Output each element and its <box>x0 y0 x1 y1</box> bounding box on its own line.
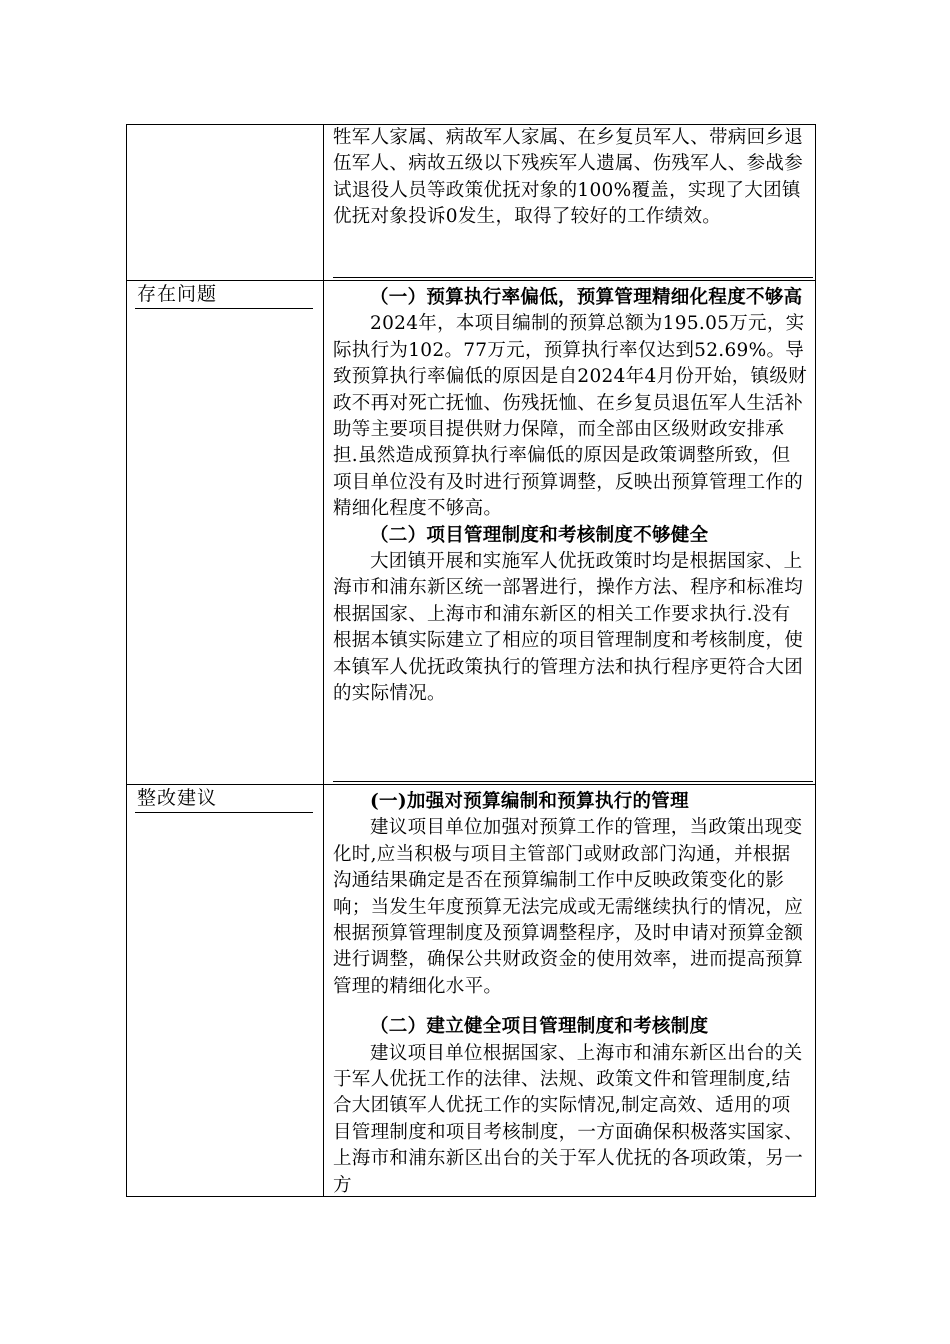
section-heading: （二）项目管理制度和考核制度不够健全 <box>370 524 709 546</box>
row-label-problems: 存在问题 <box>137 283 218 305</box>
row-2-content <box>333 285 807 708</box>
underline <box>135 308 313 309</box>
evaluation-table <box>126 124 816 1197</box>
paragraph: 建议项目单位根据国家、上海市和浦东新区出台的关于军人优抚工作的法律、法规、政策文件和管理制度,结合大团镇军人优抚工作的实际情况,制定高效、适用的项目管理制度和项目考核制度，一方面确保积极落实国家、上海市和浦东新区出台的关于军人优抚的各项政策，另一方 <box>333 1042 804 1196</box>
paragraph: 2024年，本项目编制的预算总额为195.05万元，实际执行为102。77万元，预算执行率仅达到52.69%。导致预算执行率偏低的原因是自2024年4月份开始，镇级财政不再对死亡抚恤、伤残抚恤、在乡复员退伍军人生活补助等主要项目提供财力保障，而全部由区级财政安排承担.虽然造成预算执行率偏低的原因是政策调整所致，但项目单位没有及时进行预算调整，反映出预算管理工作的精细化程度不够高。 <box>333 313 807 520</box>
row-1-content <box>333 125 807 231</box>
paragraph: 大团镇开展和实施军人优抚政策时均是根据国家、上海市和浦东新区统一部署进行，操作方法、程序和标准均根据国家、上海市和浦东新区的相关工作要求执行.没有根据本镇实际建立了相应的项目管理制度和考核制度，使本镇军人优抚政策执行的管理方法和执行程序更符合大团的实际情况。 <box>333 551 804 705</box>
underline <box>333 277 813 278</box>
row-divider <box>127 280 815 281</box>
section-heading: (一)加强对预算编制和预算执行的管理 <box>370 791 689 812</box>
underline <box>333 781 813 782</box>
section-heading: （一）预算执行率偏低，预算管理精细化程度不够高 <box>370 287 803 308</box>
paragraph: 建议项目单位加强对预算工作的管理，当政策出现变化时,应当积极与项目主管部门或财政部门沟通，并根据沟通结果确定是否在预算编制工作中反映政策变化的影响；当发生年度预算无法完成或无需继续执行的情况，应根据预算管理制度及预算调整程序，及时申请对预算金额进行调整，确保公共财政资金的使用效率，进而提高预算管理的精细化水平。 <box>333 817 804 997</box>
row-divider <box>127 784 815 785</box>
section-heading: （二）建立健全项目管理制度和考核制度 <box>370 1016 709 1038</box>
underline <box>135 812 313 813</box>
paragraph: 牲军人家属、病故军人家属、在乡复员军人、带病回乡退伍军人、病故五级以下残疾军人遗属、伤残军人、参战参试退役人员等政策优抚对象的100%覆盖，实现了大团镇优抚对象投诉0发生，取得了较好的工作绩效。 <box>333 127 804 228</box>
row-3-content <box>333 789 807 1199</box>
column-divider <box>323 125 324 1196</box>
row-label-suggestions: 整改建议 <box>137 787 218 809</box>
